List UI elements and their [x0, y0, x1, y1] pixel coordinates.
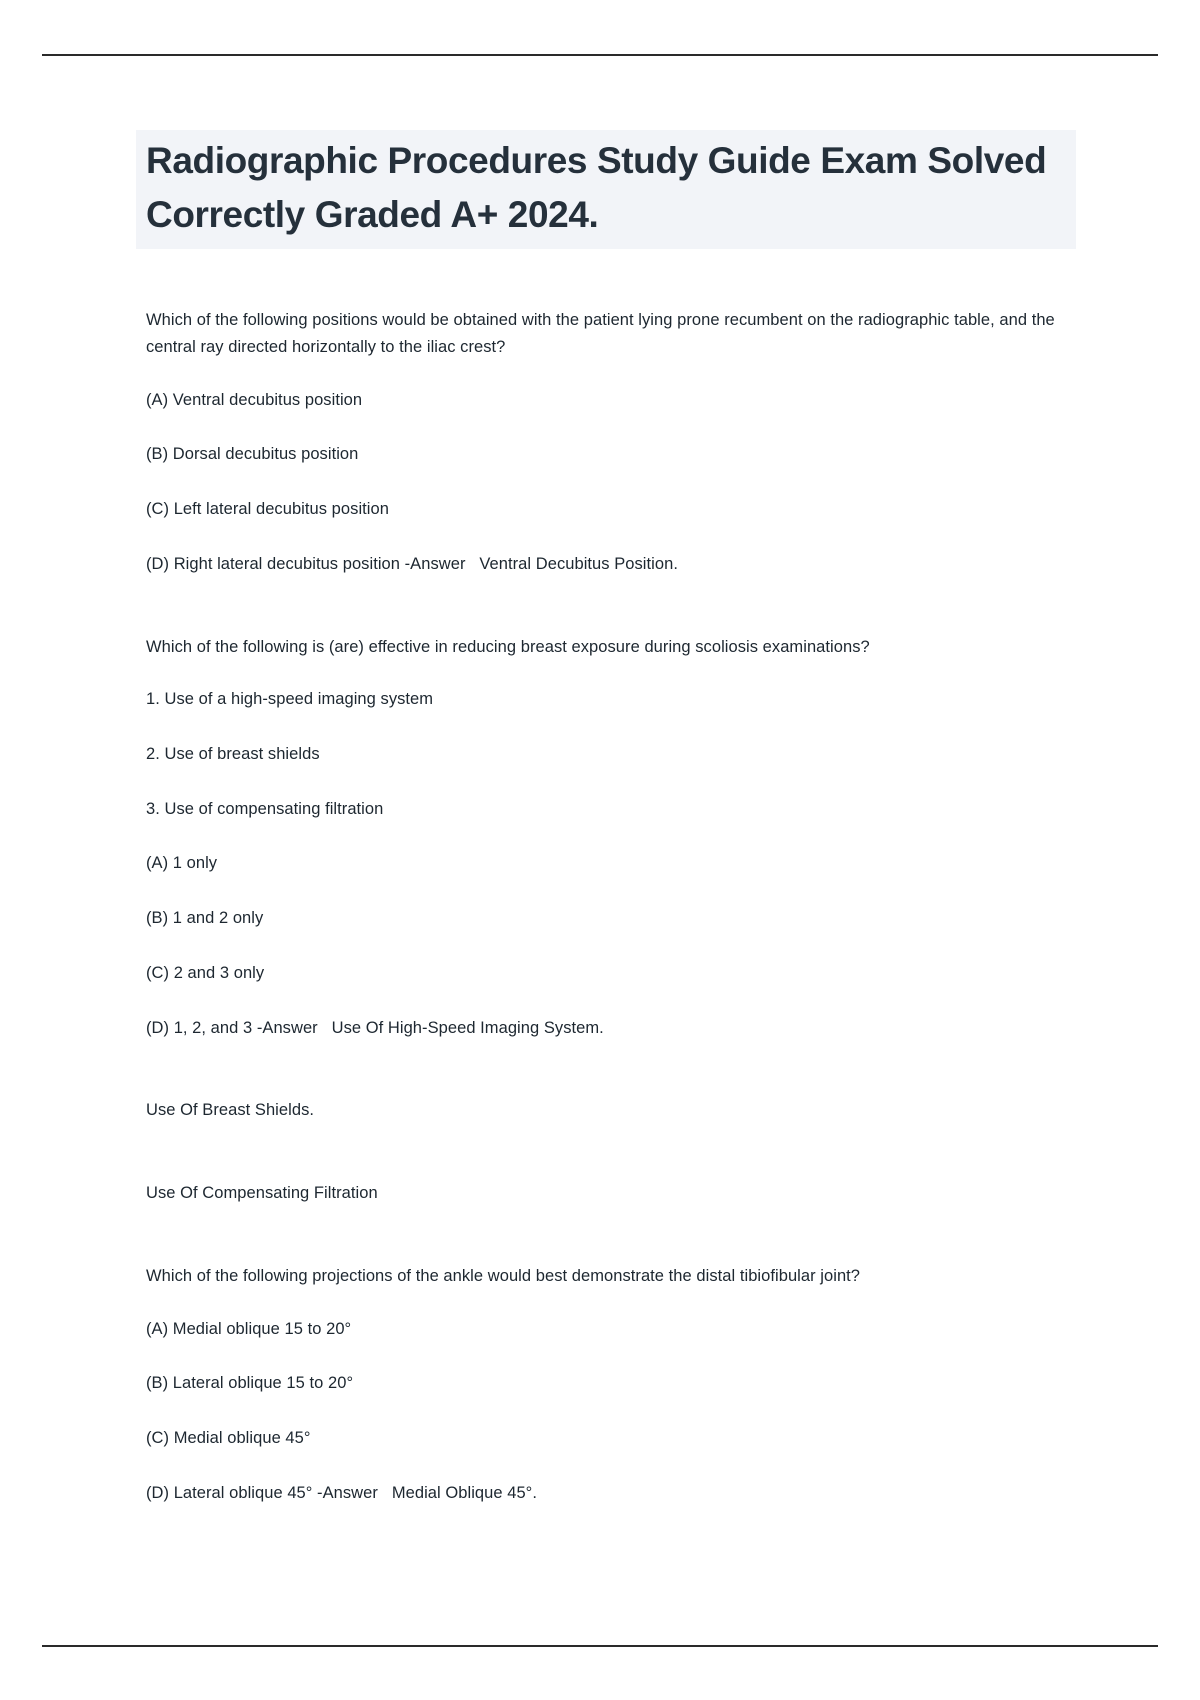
- answer-continuation: Use Of Compensating Filtration: [146, 1184, 378, 1203]
- answer-option: (B) Lateral oblique 15 to 20°: [146, 1374, 354, 1393]
- answer-option-with-answer: (D) Right lateral decubitus position -Answer Ventral Decubitus Position.: [146, 554, 678, 573]
- question-stem: Which of the following is (are) effective in reducing breast exposure during scoliosis examinations?: [146, 637, 870, 656]
- answer-item: 2. Use of breast shields: [146, 745, 320, 764]
- answer-option: (C) Medial oblique 45°: [146, 1428, 311, 1447]
- answer-option: (C) Left lateral decubitus position: [146, 500, 389, 519]
- answer-item: 3. Use of compensating filtration: [146, 799, 384, 818]
- footer-divider: [42, 1645, 1158, 1647]
- document-content: [146, 130, 1076, 1534]
- question-list: [146, 307, 1076, 1506]
- answer-option: (C) 2 and 3 only: [146, 963, 265, 982]
- page-title: Radiographic Procedures Study Guide Exam Solved Correctly Graded A+ 2024.: [136, 130, 1076, 249]
- answer-option: (A) Medial oblique 15 to 20°: [146, 1319, 352, 1338]
- question-stem: Which of the following projections of the ankle would best demonstrate the distal tibiofibular joint?: [146, 1266, 861, 1285]
- answer-item: 1. Use of a high-speed imaging system: [146, 690, 434, 709]
- answer-option-with-answer: (D) 1, 2, and 3 -Answer Use Of High-Speed Imaging System.: [146, 1018, 604, 1037]
- answer-option: (A) 1 only: [146, 854, 218, 873]
- question-stem: Which of the following positions would be obtained with the patient lying prone recumbent on the radiographic table, and the central ray directed horizontally to the iliac crest?: [146, 311, 1055, 356]
- header-divider: [42, 54, 1158, 56]
- answer-option: (B) 1 and 2 only: [146, 909, 264, 928]
- answer-option-with-answer: (D) Lateral oblique 45° -Answer Medial Oblique 45°.: [146, 1483, 537, 1502]
- answer-option: (A) Ventral decubitus position: [146, 390, 363, 409]
- answer-option: (B) Dorsal decubitus position: [146, 445, 359, 464]
- answer-continuation: Use Of Breast Shields.: [146, 1101, 315, 1120]
